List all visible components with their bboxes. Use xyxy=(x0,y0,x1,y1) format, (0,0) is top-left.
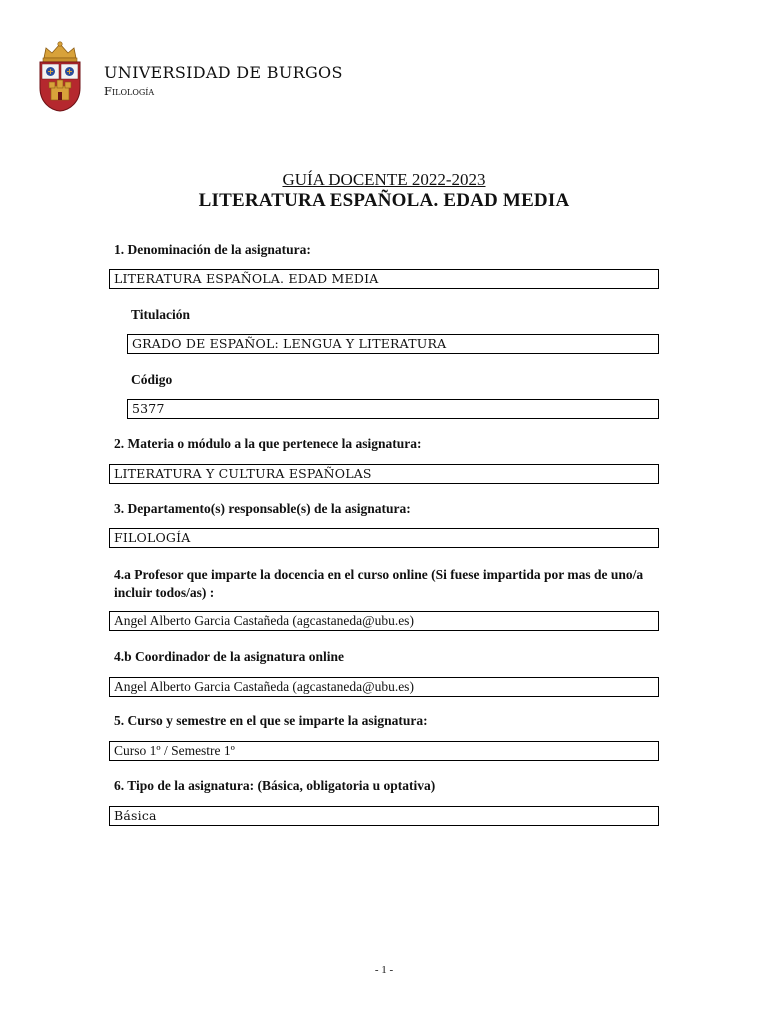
curso-field: Curso 1º / Semestre 1º xyxy=(109,741,659,761)
codigo-label: Código xyxy=(131,372,173,387)
materia-field: LITERATURA Y CULTURA ESPAÑOLAS xyxy=(109,464,659,484)
page-number: - 1 - xyxy=(374,964,394,976)
titulacion-field: GRADO DE ESPAÑOL: LENGUA Y LITERATURA xyxy=(127,334,659,354)
university-crest-icon xyxy=(36,40,84,112)
tipo-label: 6. Tipo de la asignatura: (Básica, obligatoria u optativa) xyxy=(114,778,436,793)
denominacion-label: 1. Denominación de la asignatura: xyxy=(114,242,311,257)
guide-year-title: GUÍA DOCENTE 2022-2023 xyxy=(282,170,486,189)
curso-label: 5. Curso y semestre en el que se imparte la asignatura: xyxy=(114,713,428,728)
denominacion-field: LITERATURA ESPAÑOLA. EDAD MEDIA xyxy=(109,269,659,289)
materia-label: 2. Materia o módulo a la que pertenece la asignatura: xyxy=(114,436,422,451)
course-title: LITERATURA ESPAÑOLA. EDAD MEDIA xyxy=(198,190,570,211)
coordinador-field: Angel Alberto Garcia Castañeda (agcastaneda@ubu.es) xyxy=(109,677,659,697)
profesor-label: 4.a Profesor que imparte la docencia en el curso online (Si fuese impartida por mas de uno/a incluir todos/as) : xyxy=(114,567,644,600)
titulacion-label: Titulación xyxy=(131,307,191,322)
codigo-field: 5377 xyxy=(127,399,659,419)
profesor-field: Angel Alberto Garcia Castañeda (agcastaneda@ubu.es) xyxy=(109,611,659,631)
departamento-label: 3. Departamento(s) responsable(s) de la asignatura: xyxy=(114,501,411,516)
departamento-field: FILOLOGÍA xyxy=(109,528,659,548)
tipo-field: Básica xyxy=(109,806,659,826)
university-name: UNIVERSIDAD DE BURGOS xyxy=(104,63,343,82)
coordinador-label: 4.b Coordinador de la asignatura online xyxy=(114,649,345,664)
department-name: Filología xyxy=(104,84,155,98)
